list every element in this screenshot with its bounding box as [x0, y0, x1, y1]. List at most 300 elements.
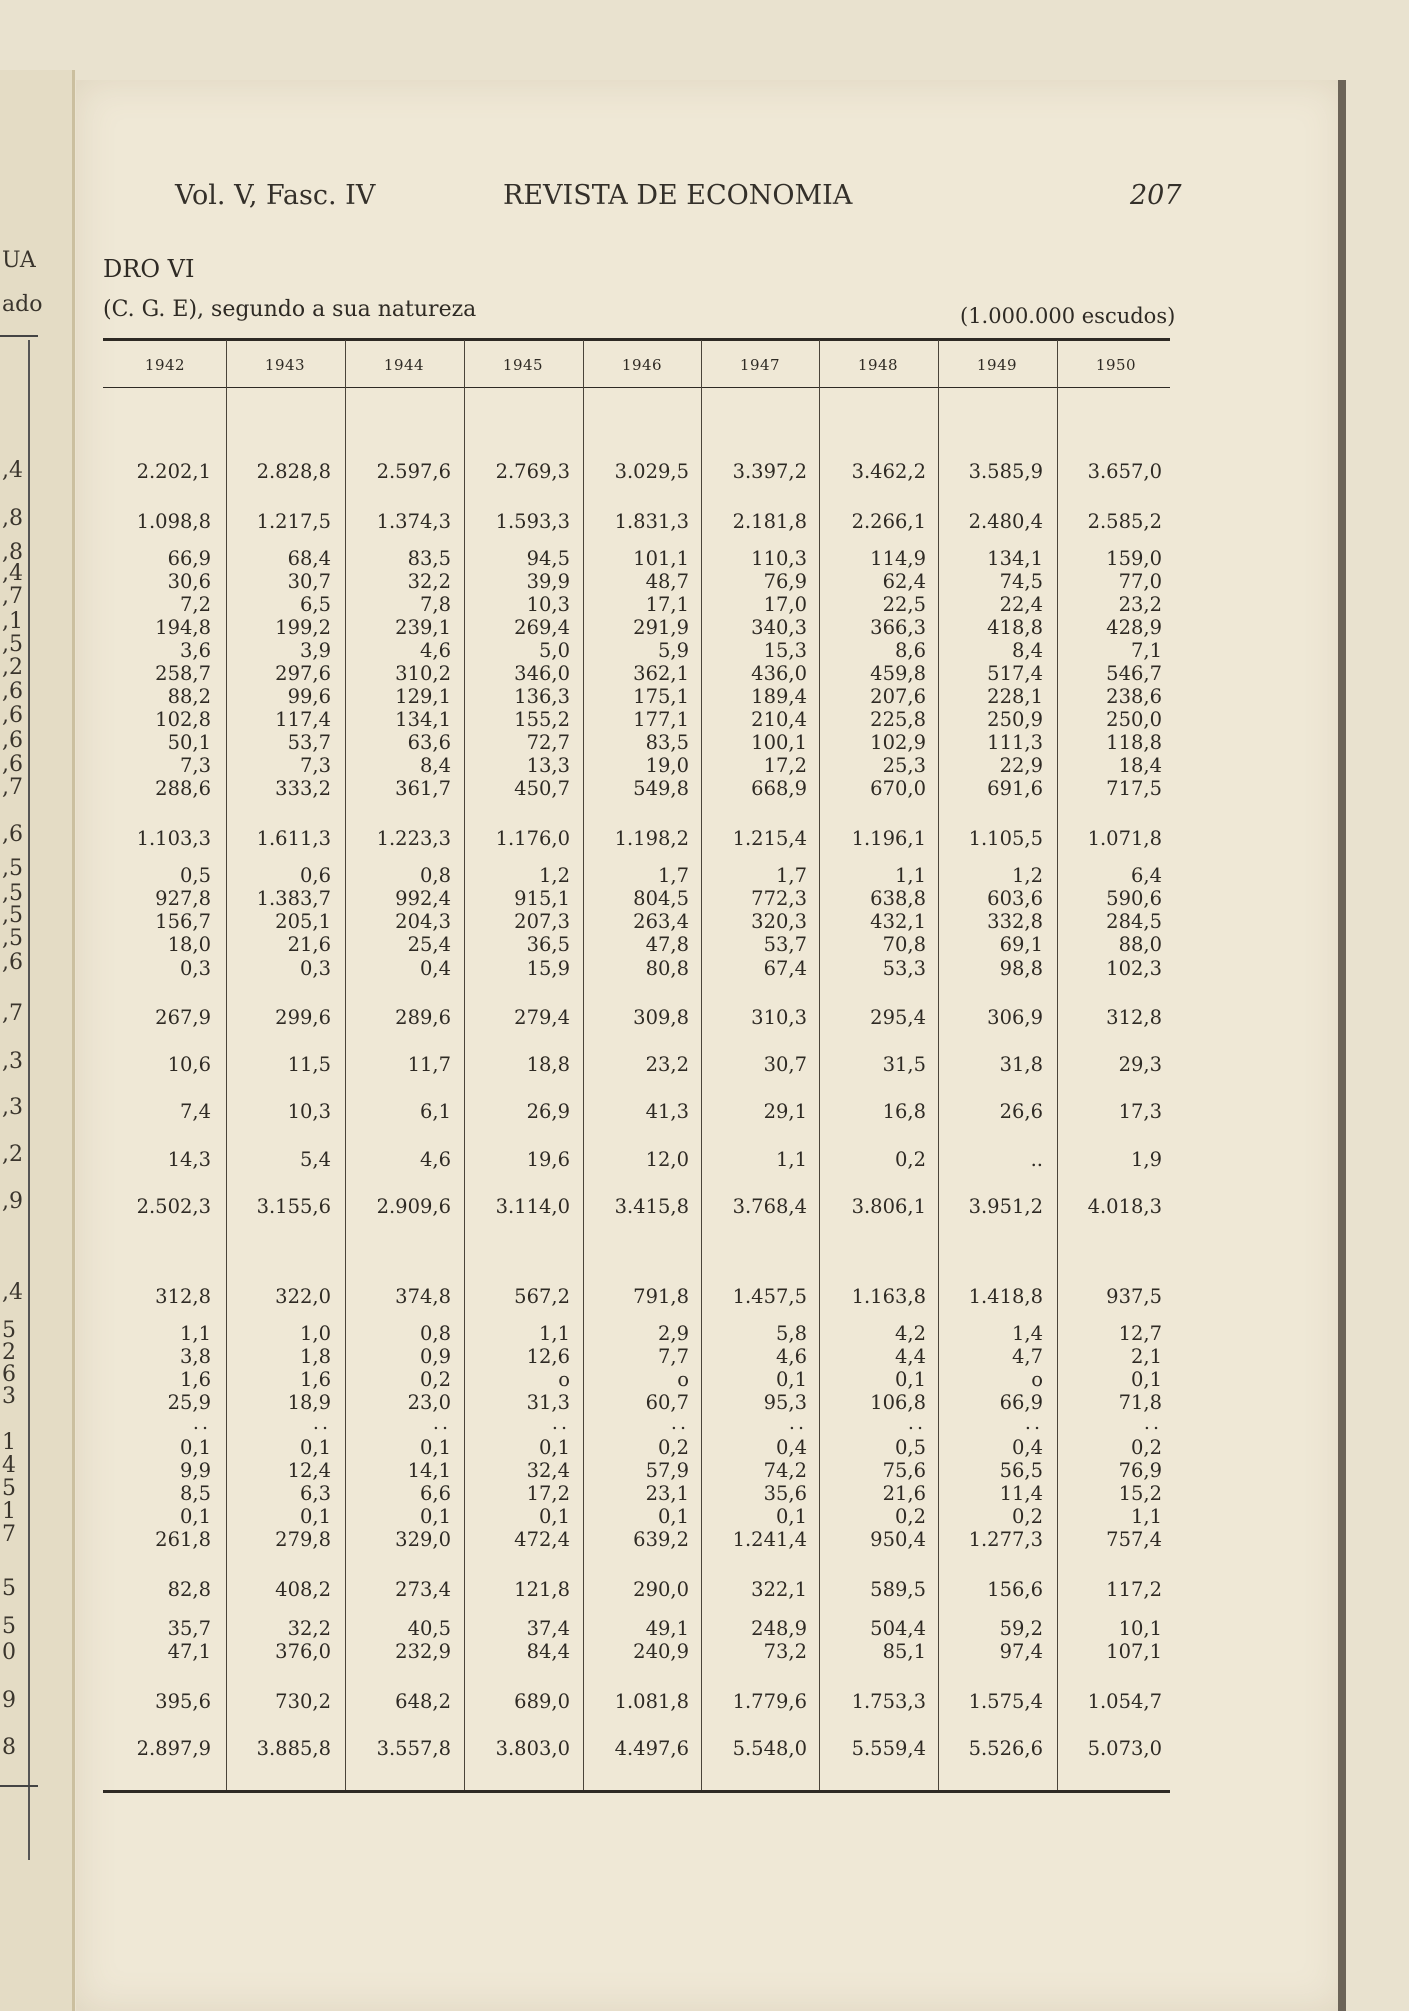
adjacent-page-fragment: ,4 [2, 458, 23, 483]
table-cell: 0,1 [538, 1505, 570, 1528]
table-cell: 1.163,8 [851, 1285, 926, 1308]
table-cell: 730,2 [275, 1690, 331, 1713]
table-cell: 3.029,5 [614, 460, 689, 483]
table-cell: 6,5 [299, 593, 331, 616]
table-cell: .. [312, 1412, 331, 1434]
table-cell: 273,4 [395, 1578, 451, 1601]
table-cell: 73,2 [763, 1640, 807, 1663]
table-cell: 102,9 [870, 731, 926, 754]
table-cell: 1,2 [538, 864, 570, 887]
table-cell: 3.155,6 [256, 1195, 331, 1218]
table-cell: 517,4 [987, 662, 1043, 685]
table-cell: 279,4 [514, 1006, 570, 1029]
table-cell: 290,0 [633, 1578, 689, 1601]
table-cell: 4.018,3 [1087, 1195, 1162, 1218]
table-cell: 0,1 [179, 1505, 211, 1528]
table-cell: 29,3 [1118, 1053, 1162, 1076]
table-cell: 0,1 [1130, 1368, 1162, 1391]
table-cell: 9,9 [179, 1459, 211, 1482]
table-cell: 22,5 [882, 593, 926, 616]
table-cell: 310,2 [395, 662, 451, 685]
table-cell: 94,5 [526, 547, 570, 570]
table-cell: 340,3 [751, 616, 807, 639]
table-cell: 291,9 [633, 616, 689, 639]
table-cell: 32,2 [407, 570, 451, 593]
table-cell: 18,4 [1118, 754, 1162, 777]
table-cell: 29,1 [763, 1100, 807, 1123]
table-cell: 0,9 [419, 1345, 451, 1368]
table-cell: 950,4 [870, 1528, 926, 1551]
table-cell: 3,6 [179, 639, 211, 662]
table-cell: .. [1024, 1412, 1043, 1434]
adjacent-page-fragment: ,6 [2, 679, 23, 704]
adjacent-page-fragment: 1 [2, 1430, 16, 1455]
table-cell: 239,1 [395, 616, 451, 639]
table-cell: 15,2 [1118, 1482, 1162, 1505]
table-cell: 1,2 [1011, 864, 1043, 887]
table-cell: 4,2 [894, 1322, 926, 1345]
table-cell: 5.548,0 [732, 1737, 807, 1760]
table-cell: 2.480,4 [968, 510, 1043, 533]
table-cell: 68,4 [287, 547, 331, 570]
table-cell: 12,7 [1118, 1322, 1162, 1345]
table-cell: 31,5 [882, 1053, 926, 1076]
table-cell: .. [1143, 1412, 1162, 1434]
table-cell: 5,9 [657, 639, 689, 662]
table-cell: 2.897,9 [136, 1737, 211, 1760]
table-cell: 1.054,7 [1087, 1690, 1162, 1713]
year-header: 1944 [383, 356, 425, 374]
table-cell: 0,2 [419, 1368, 451, 1391]
table-cell: 129,1 [395, 685, 451, 708]
table-cell: 589,5 [870, 1578, 926, 1601]
table-cell: 7,8 [419, 593, 451, 616]
table-cell: 2.769,3 [495, 460, 570, 483]
table-cell: 95,3 [763, 1391, 807, 1414]
table-cell: 361,7 [395, 777, 451, 800]
table-cell: 1.753,3 [851, 1690, 926, 1713]
table-cell: 50,1 [167, 731, 211, 754]
table-cell: 156,6 [987, 1578, 1043, 1601]
table-cell: 14,3 [167, 1148, 211, 1171]
table-cell: 3.885,8 [256, 1737, 331, 1760]
table-cell: 1,8 [299, 1345, 331, 1368]
table-header-rule [103, 387, 1170, 388]
table-cell: 10,3 [526, 593, 570, 616]
table-cell: 648,2 [395, 1690, 451, 1713]
table-cell: 0,2 [894, 1148, 926, 1171]
adjacent-page-fragment: ,6 [2, 950, 23, 975]
table-cell: 1,6 [179, 1368, 211, 1391]
table-cell: 205,1 [275, 910, 331, 933]
journal-title: REVISTA DE ECONOMIA [503, 180, 853, 211]
table-cell: 0,8 [419, 864, 451, 887]
table-cell: 17,3 [1118, 1100, 1162, 1123]
table-cell: 279,8 [275, 1528, 331, 1551]
table-cell: 4,6 [419, 1148, 451, 1171]
table-cell: 35,6 [763, 1482, 807, 1505]
table-cell: 25,9 [167, 1391, 211, 1414]
year-header: 1949 [976, 356, 1018, 374]
table-cell: 0,2 [1011, 1505, 1043, 1528]
table-cell: 106,8 [870, 1391, 926, 1414]
table-cell: 207,6 [870, 685, 926, 708]
table-cell: 1.457,5 [732, 1285, 807, 1308]
table-cell: 2.909,6 [376, 1195, 451, 1218]
table-cell: 418,8 [987, 616, 1043, 639]
table-cell: 4,4 [894, 1345, 926, 1368]
table-cell: 6,4 [1130, 864, 1162, 887]
table-cell: 295,4 [870, 1006, 926, 1029]
table-cell: 3.803,0 [495, 1737, 570, 1760]
table-cell: 668,9 [751, 777, 807, 800]
table-cell: 0,1 [657, 1505, 689, 1528]
table-cell: 2.181,8 [732, 510, 807, 533]
table-cell: 47,1 [167, 1640, 211, 1663]
table-cell: .. [432, 1412, 451, 1434]
table-cell: 88,2 [167, 685, 211, 708]
adjacent-page-fragment: ,3 [2, 1049, 23, 1074]
table-cell: 8,4 [1011, 639, 1043, 662]
table-cell: 0,2 [894, 1505, 926, 1528]
table-cell: 8,4 [419, 754, 451, 777]
year-header: 1948 [857, 356, 899, 374]
table-cell: 299,6 [275, 1006, 331, 1029]
table-cell: 12,4 [287, 1459, 331, 1482]
table-cell: 98,8 [999, 957, 1043, 980]
table-cell: 53,7 [763, 933, 807, 956]
table-cell: 250,9 [987, 708, 1043, 731]
adjacent-page-fragment: 2 [2, 1340, 16, 1365]
adjacent-page-fragment: ,8 [2, 540, 23, 565]
adjacent-page-fragment: ado [2, 292, 43, 317]
table-cell: 0,1 [538, 1436, 570, 1459]
table-cell: 4,6 [775, 1345, 807, 1368]
table-cell: o [558, 1368, 570, 1391]
table-cell: 0,3 [299, 957, 331, 980]
table-cell: 60,7 [645, 1391, 689, 1414]
table-cell: 1.374,3 [376, 510, 451, 533]
adjacent-page-fragment: ,1 [2, 609, 23, 634]
table-cell: 590,6 [1106, 887, 1162, 910]
table-cell: 30,7 [287, 570, 331, 593]
table-cell: 40,5 [407, 1617, 451, 1640]
table-cell: 7,3 [299, 754, 331, 777]
table-cell: 17,0 [763, 593, 807, 616]
table-cell: 72,7 [526, 731, 570, 754]
table-cell: 53,3 [882, 957, 926, 980]
table-cell: 428,9 [1106, 616, 1162, 639]
table-units: (1.000.000 escudos) [960, 304, 1176, 328]
table-cell: 1,7 [775, 864, 807, 887]
table-cell: 258,7 [155, 662, 211, 685]
table-cell: 18,0 [167, 933, 211, 956]
table-cell: 320,3 [751, 910, 807, 933]
table-cell: 25,4 [407, 933, 451, 956]
adjacent-page-fragment: UA [2, 248, 36, 273]
table-cell: 2.502,3 [136, 1195, 211, 1218]
table-cell: 2.597,6 [376, 460, 451, 483]
adjacent-page-fragment: 5 [2, 1614, 16, 1639]
table-cell: 17,2 [526, 1482, 570, 1505]
table-cell: 1.383,7 [256, 887, 331, 910]
adjacent-page-fragment: ,5 [2, 926, 23, 951]
table-cell: 238,6 [1106, 685, 1162, 708]
table-cell: 0,5 [179, 864, 211, 887]
table-cell: 23,2 [1118, 593, 1162, 616]
table-cell: 84,4 [526, 1640, 570, 1663]
table-cell: 134,1 [395, 708, 451, 731]
adjacent-page-fragment: 4 [2, 1453, 16, 1478]
table-cell: 3.397,2 [732, 460, 807, 483]
table-cell: 17,1 [645, 593, 689, 616]
adjacent-page-fragment: 0 [2, 1640, 16, 1665]
table-caption-line2: (C. G. E), segundo a sua natureza [103, 297, 477, 322]
table-cell: 0,1 [299, 1436, 331, 1459]
table-cell: 117,4 [275, 708, 331, 731]
year-header: 1945 [502, 356, 544, 374]
table-cell: 56,5 [999, 1459, 1043, 1482]
table-cell: 689,0 [514, 1690, 570, 1713]
table-cell: 199,2 [275, 616, 331, 639]
table-cell: .. [192, 1412, 211, 1434]
table-cell: 2.202,1 [136, 460, 211, 483]
table-cell: 19,0 [645, 754, 689, 777]
table-cell: 48,7 [645, 570, 689, 593]
table-cell: 225,8 [870, 708, 926, 731]
table-cell: 1.241,4 [732, 1528, 807, 1551]
table-cell: 1,1 [538, 1322, 570, 1345]
table-cell: 329,0 [395, 1528, 451, 1551]
table-cell: 5,8 [775, 1322, 807, 1345]
table-cell: 159,0 [1106, 547, 1162, 570]
table-cell: 927,8 [155, 887, 211, 910]
table-cell: 107,1 [1106, 1640, 1162, 1663]
table-cell: 4,6 [419, 639, 451, 662]
table-cell: 121,8 [514, 1578, 570, 1601]
table-cell: 376,0 [275, 1640, 331, 1663]
table-cell: o [677, 1368, 689, 1391]
table-cell: 19,6 [526, 1148, 570, 1171]
table-cell: 1.223,3 [376, 827, 451, 850]
table-cell: 1.779,6 [732, 1690, 807, 1713]
table-cell: 0,4 [419, 957, 451, 980]
table-cell: .. [551, 1412, 570, 1434]
table-cell: 3,8 [179, 1345, 211, 1368]
table-cell: 0,1 [419, 1505, 451, 1528]
table-cell: 3.462,2 [851, 460, 926, 483]
table-cell: 5.073,0 [1087, 1737, 1162, 1760]
table-cell: 1.081,8 [614, 1690, 689, 1713]
table-cell: 77,0 [1118, 570, 1162, 593]
table-cell: 101,1 [633, 547, 689, 570]
adjacent-page-fragment: 6 [2, 1362, 16, 1387]
year-header: 1947 [739, 356, 781, 374]
table-cell: 74,5 [999, 570, 1043, 593]
year-header: 1950 [1095, 356, 1137, 374]
table-cell: 5.526,6 [968, 1737, 1043, 1760]
table-cell: 915,1 [514, 887, 570, 910]
table-cell: 240,9 [633, 1640, 689, 1663]
table-cell: 0,2 [1130, 1436, 1162, 1459]
table-cell: 8,5 [179, 1482, 211, 1505]
table-cell: 10,6 [167, 1053, 211, 1076]
table-cell: 0,8 [419, 1322, 451, 1345]
table-cell: 0,2 [657, 1436, 689, 1459]
table-cell: 23,1 [645, 1482, 689, 1505]
table-cell: 5,4 [299, 1148, 331, 1171]
table-cell: 23,2 [645, 1053, 689, 1076]
table-cell: 22,9 [999, 754, 1043, 777]
table-cell: 14,1 [407, 1459, 451, 1482]
table-cell: 82,8 [167, 1578, 211, 1601]
table-cell: 1.176,0 [495, 827, 570, 850]
table-cell: 1.215,4 [732, 827, 807, 850]
adjacent-page-rule [28, 340, 30, 1860]
adjacent-page-fragment: ,6 [2, 703, 23, 728]
table-cell: 1,9 [1130, 1148, 1162, 1171]
table-cell: 4,7 [1011, 1345, 1043, 1368]
table-cell: 3,9 [299, 639, 331, 662]
table-cell: 395,6 [155, 1690, 211, 1713]
table-cell: 32,2 [287, 1617, 331, 1640]
table-cell: 267,9 [155, 1006, 211, 1029]
table-cell: 15,3 [763, 639, 807, 662]
table-cell: 155,2 [514, 708, 570, 731]
table-cell: 12,0 [645, 1148, 689, 1171]
table-cell: 83,5 [645, 731, 689, 754]
table-cell: 0,1 [419, 1436, 451, 1459]
table-cell: 76,9 [763, 570, 807, 593]
table-cell: 177,1 [633, 708, 689, 731]
table-cell: 194,8 [155, 616, 211, 639]
adjacent-page-fragment: ,9 [2, 1189, 23, 1214]
table-cell: 549,8 [633, 777, 689, 800]
table-cell: 57,9 [645, 1459, 689, 1482]
table-cell: 110,3 [751, 547, 807, 570]
table-cell: 0,4 [775, 1436, 807, 1459]
table-caption-line1: DRO VI [103, 255, 195, 283]
adjacent-page-fragment: 5 [2, 1318, 16, 1343]
adjacent-page-fragment: ,2 [2, 655, 23, 680]
table-cell: 111,3 [987, 731, 1043, 754]
table-cell: 23,0 [407, 1391, 451, 1414]
table-cell: 10,1 [1118, 1617, 1162, 1640]
table-cell: 25,3 [882, 754, 926, 777]
table-cell: 269,4 [514, 616, 570, 639]
table-cell: 0,1 [299, 1505, 331, 1528]
adjacent-page-fragment: ,4 [2, 561, 23, 586]
adjacent-page-fragment: ,5 [2, 632, 23, 657]
table-cell: 102,8 [155, 708, 211, 731]
table-cell: 312,8 [155, 1285, 211, 1308]
table-cell: 333,2 [275, 777, 331, 800]
table-cell: 1.196,1 [851, 827, 926, 850]
table-cell: 0,1 [775, 1368, 807, 1391]
table-cell: 7,7 [657, 1345, 689, 1368]
table-cell: .. [788, 1412, 807, 1434]
table-cell: 937,5 [1106, 1285, 1162, 1308]
table-cell: 346,0 [514, 662, 570, 685]
table-cell: 450,7 [514, 777, 570, 800]
table-cell: 2,1 [1130, 1345, 1162, 1368]
table-top-rule [103, 338, 1170, 341]
table-cell: 992,4 [395, 887, 451, 910]
table-cell: 1.611,3 [256, 827, 331, 850]
table-cell: 35,7 [167, 1617, 211, 1640]
table-cell: 69,1 [999, 933, 1043, 956]
table-cell: 1.103,3 [136, 827, 211, 850]
table-cell: 204,3 [395, 910, 451, 933]
adjacent-page-fragment: ,6 [2, 752, 23, 777]
table-cell: 21,6 [287, 933, 331, 956]
table-cell: 284,5 [1106, 910, 1162, 933]
table-cell: 4.497,6 [614, 1737, 689, 1760]
table-cell: 32,4 [526, 1459, 570, 1482]
table-cell: 71,8 [1118, 1391, 1162, 1414]
table-cell: 136,3 [514, 685, 570, 708]
adjacent-page-fragment: 5 [2, 1576, 16, 1601]
year-header: 1942 [144, 356, 186, 374]
table-cell: 5,0 [538, 639, 570, 662]
table-cell: 74,2 [763, 1459, 807, 1482]
table-cell: 2,9 [657, 1322, 689, 1345]
adjacent-page-fragment: 7 [2, 1522, 16, 1547]
table-cell: 2.828,8 [256, 460, 331, 483]
table-cell: .. [907, 1412, 926, 1434]
table-cell: 1.418,8 [968, 1285, 1043, 1308]
table-cell: 232,9 [395, 1640, 451, 1663]
table-cell: 1.831,3 [614, 510, 689, 533]
table-cell: 717,5 [1106, 777, 1162, 800]
table-cell: 432,1 [870, 910, 926, 933]
table-cell: 175,1 [633, 685, 689, 708]
table-cell: 1.277,3 [968, 1528, 1043, 1551]
table-cell: 639,2 [633, 1528, 689, 1551]
table-cell: 102,3 [1106, 957, 1162, 980]
table-cell: 26,6 [999, 1100, 1043, 1123]
table-cell: 11,7 [407, 1053, 451, 1076]
table-cell: 8,6 [894, 639, 926, 662]
table-cell: 11,5 [287, 1053, 331, 1076]
table-cell: 332,8 [987, 910, 1043, 933]
year-header: 1943 [264, 356, 306, 374]
table-cell: 1.098,8 [136, 510, 211, 533]
table-cell: 49,1 [645, 1617, 689, 1640]
table-cell: 310,3 [751, 1006, 807, 1029]
table-cell: 6,3 [299, 1482, 331, 1505]
adjacent-page-fragment: ,2 [2, 1142, 23, 1167]
table-cell: 76,9 [1118, 1459, 1162, 1482]
table-cell: 263,4 [633, 910, 689, 933]
table-cell: 670,0 [870, 777, 926, 800]
table-cell: 26,9 [526, 1100, 570, 1123]
adjacent-page-fragment: ,7 [2, 1001, 23, 1026]
table-cell: 6,6 [419, 1482, 451, 1505]
table-cell: 374,8 [395, 1285, 451, 1308]
table-cell: 309,8 [633, 1006, 689, 1029]
table-cell: 2.585,2 [1087, 510, 1162, 533]
table-cell: 1.071,8 [1087, 827, 1162, 850]
adjacent-page-fragment: ,6 [2, 728, 23, 753]
table-cell: 0,5 [894, 1436, 926, 1459]
adjacent-page-fragment: ,8 [2, 506, 23, 531]
adjacent-page-fragment: 5 [2, 1476, 16, 1501]
table-cell: 7,1 [1130, 639, 1162, 662]
table-cell: 366,3 [870, 616, 926, 639]
table-cell: 156,7 [155, 910, 211, 933]
table-cell: 691,6 [987, 777, 1043, 800]
